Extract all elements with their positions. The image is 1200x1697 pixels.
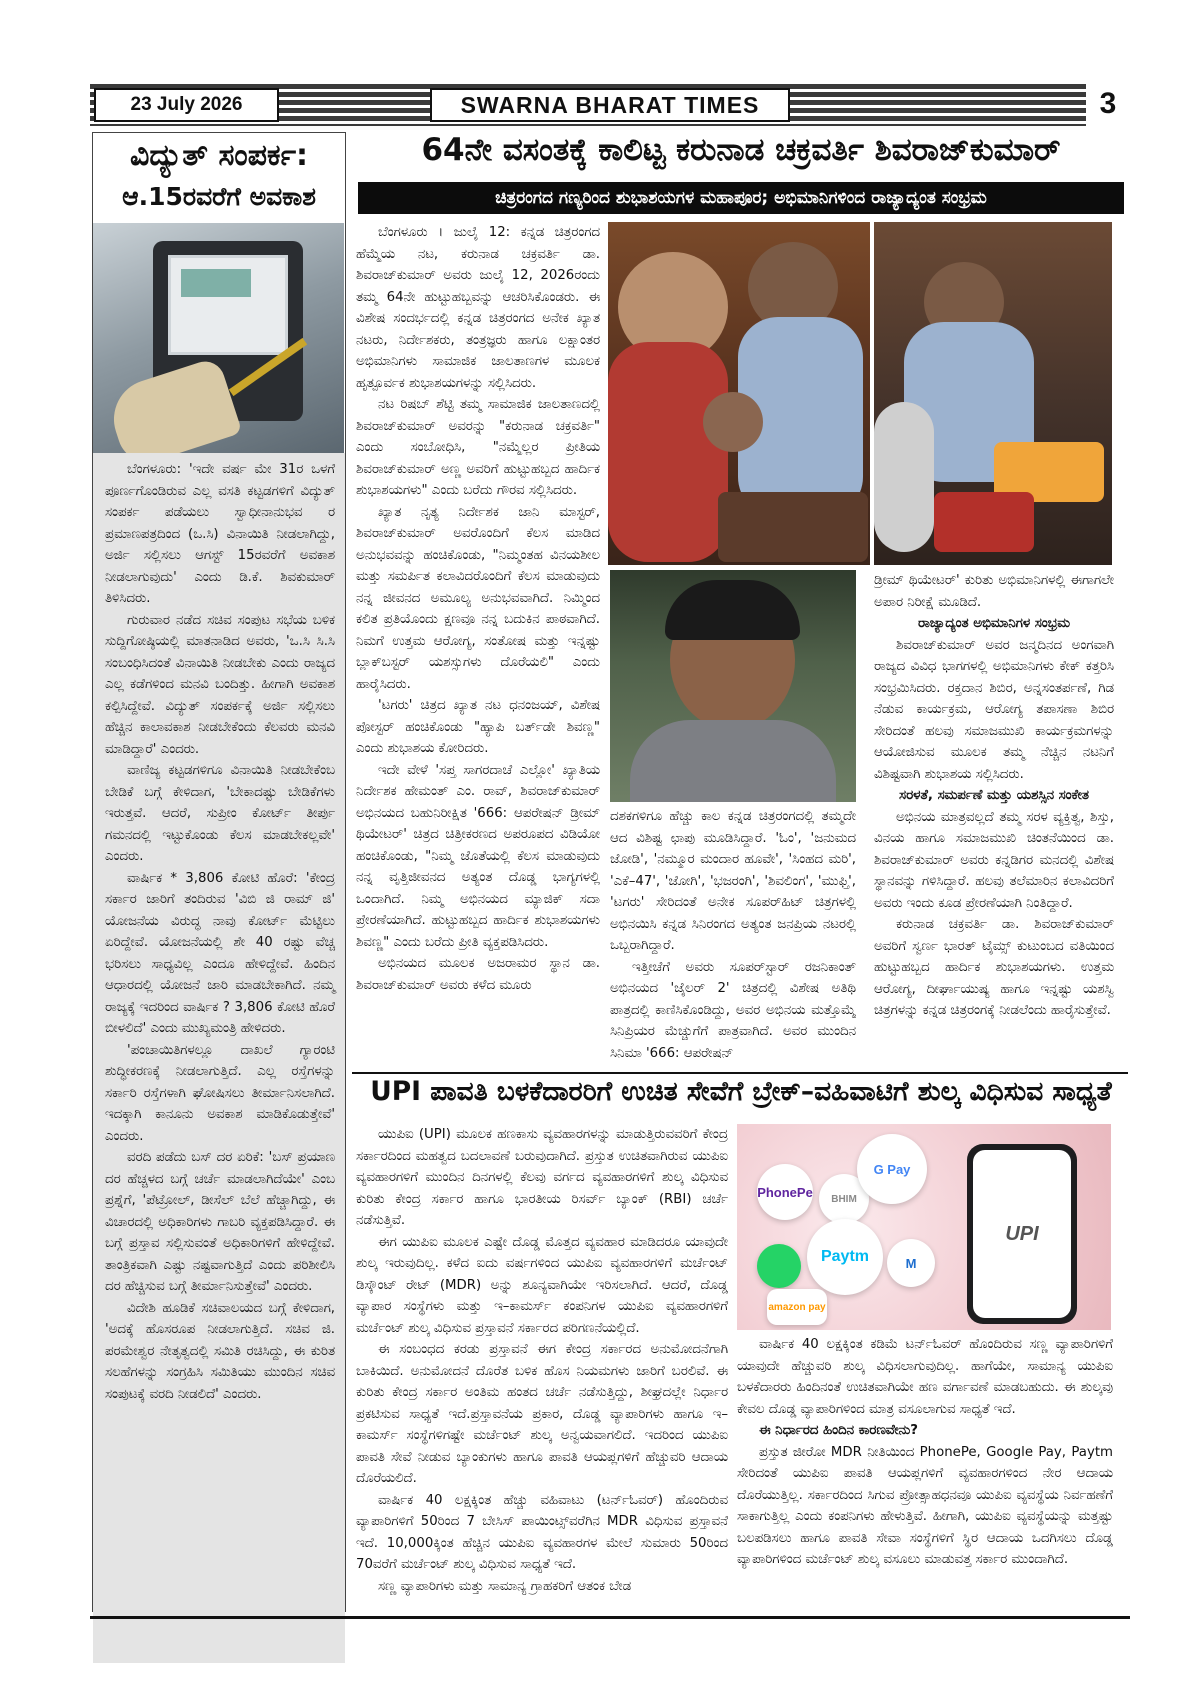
masthead <box>90 84 1130 126</box>
sidebar-paragraph: ವಾರ್ಷಿಕ * 3,806 ಕೋಟಿ ಹೊರೆ: 'ಕೇಂದ್ರ ಸರ್ಕಾರ ಜಾರಿಗೆ ತಂದಿರುವ 'ವಿಬಿ ಜಿ ರಾಮ್ ಜಿ' ಯೋಜನೆಯ ವಿರುದ್ಧ ನಾವು ಕೋರ್ಟ್ ಮೆಟ್ಟಿಲು ಏರಿದ್ದೇವೆ. ಯೋಜನೆಯಲ್ಲಿ ಶೇ 40 ರಷ್ಟು ವೆಚ್ಚ ಭರಿಸಲು ಸಾಧ್ಯವಿಲ್ಲ ಎಂದೂ ಹೇಳಿದ್ದೇವೆ. ಹಿಂದಿನ ಆಧಾರದಲ್ಲಿ ಯೋಜನೆ ಜಾರಿ ಮಾಡಬೇಕಾಗಿದೆ. ನಮ್ಮ ರಾಜ್ಯಕ್ಕೆ ಇದರಿಂದ ವಾರ್ಷಿಕ ? 3,806 ಕೋಟಿ ಹೊರೆ ಬೀಳಲಿದೆ' ಎಂದು ಮುಖ್ಯಮಂತ್ರಿ ಹೇಳಿದರು. <box>105 870 335 1036</box>
main-article-col1 <box>356 222 600 1064</box>
article-paragraph: ಬೆಂಗಳೂರು । ಜುಲೈ 12: ಕನ್ನಡ ಚಿತ್ರರಂಗದ ಹೆಮ್ಮೆಯ ನಟ, ಕರುನಾಡ ಚಕ್ರವರ್ತಿ ಡಾ. ಶಿವರಾಜ್‌ಕುಮಾರ್ ಅವರು ಜುಲೈ 12, 2026ರಂದು ತಮ್ಮ 64ನೇ ಹುಟ್ಟುಹಬ್ಬವನ್ನು ಆಚರಿಸಿಕೊಂಡರು. ಈ ವಿಶೇಷ ಸಂದರ್ಭದಲ್ಲಿ ಕನ್ನಡ ಚಿತ್ರರಂಗದ ಅನೇಕ ಖ್ಯಾತ ನಟರು, ನಿರ್ದೇಶಕರು, ತಂತ್ರಜ್ಞರು ಹಾಗೂ ಲಕ್ಷಾಂತರ ಅಭಿಮಾನಿಗಳು ಸಾಮಾಜಿಕ ಜಾಲತಾಣಗಳ ಮೂಲಕ ಹೃತ್ಪೂರ್ವಕ ಶುಭಾಶಯಗಳನ್ನು ಸಲ್ಲಿಸಿದರು. <box>356 225 600 391</box>
sidebar-paragraph: ವಾಣಿಜ್ಯ ಕಟ್ಟಡಗಳಿಗೂ ವಿನಾಯಿತಿ ನೀಡಬೇಕೆಂಬ ಬೇಡಿಕೆ ಬಗ್ಗೆ ಕೇಳಿದಾಗ, 'ಬೇಕಾದಷ್ಟು ಬೇಡಿಕೆಗಳು ಇರುತ್ತವೆ. ಆದರೆ, ಸುಪ್ರೀಂ ಕೋರ್ಟ್ ತೀರ್ಪು ಗಮನದಲ್ಲಿ ಇಟ್ಟುಕೊಂಡು ಕೆಲಸ ಮಾಡಬೇಕಲ್ಲವೇ' ಎಂದರು. <box>105 763 335 864</box>
page-number: 3 <box>1086 82 1130 126</box>
article-paragraph: ಯುಪಿಐ (UPI) ಮೂಲಕ ಹಣಕಾಸು ವ್ಯವಹಾರಗಳನ್ನು ಮಾಡುತ್ತಿರುವವರಿಗೆ ಕೇಂದ್ರ ಸರ್ಕಾರದಿಂದ ಮಹತ್ವದ ಬದಲಾವಣೆ ಬರುವುದಾಗಿದೆ. ಪ್ರಸ್ತುತ ಉಚಿತವಾಗಿರುವ ಯುಪಿಐ ವ್ಯವಹಾರಗಳಿಗೆ ಮುಂದಿನ ದಿನಗಳಲ್ಲಿ ಕೆಲವು ವರ್ಗದ ವ್ಯವಹಾರಗಳಿಗೆ ಶುಲ್ಕ ವಿಧಿಸುವ ಕುರಿತು ಕೇಂದ್ರ ಸರ್ಕಾರ ಹಾಗೂ ಭಾರತೀಯ ರಿಸರ್ವ್ ಬ್ಯಾಂಕ್ (RBI) ಚರ್ಚೆ ನಡೆಸುತ್ತಿವೆ. <box>356 1127 728 1228</box>
article-subhead: ರಾಜ್ಯಾದ್ಯಂತ ಅಭಿಮಾನಿಗಳ ಸಂಭ್ರಮ <box>918 616 1070 631</box>
sidebar-paragraph: 'ಪಂಚಾಯಿತಿಗಳಲ್ಲೂ ದಾಖಲೆ ಗ್ಯಾರಂಟಿ ಶುದ್ಧೀಕರಣಕ್ಕೆ ನೀಡಲಾಗುತ್ತಿದೆ. ಎಲ್ಲ ರಸ್ತೆಗಳನ್ನು ಸರ್ಕಾರಿ ರಸ್ತೆಗಳಾಗಿ ಘೋಷಿಸಲು ತೀರ್ಮಾನಿಸಲಾಗಿದೆ. ಇದಕ್ಕಾಗಿ ಕಾನೂನು ಅವಕಾಶ ಮಾಡಿಕೊಡುತ್ತೇವೆ' ಎಂದರು. <box>105 1042 335 1144</box>
article-paragraph: ಸಣ್ಣ ವ್ಯಾಪಾರಿಗಳು ಮತ್ತು ಸಾಮಾನ್ಯ ಗ್ರಾಹಕರಿಗೆ ಆತಂಕ ಬೇಡ <box>378 1578 632 1594</box>
article-paragraph: ಡ್ರೀಮ್ ಥಿಯೇಟರ್' ಕುರಿತು ಅಭಿಮಾನಿಗಳಲ್ಲಿ ಈಗಾಗಲೇ ಅಪಾರ ನಿರೀಕ್ಷೆ ಮೂಡಿದೆ. <box>874 573 1114 610</box>
issue-date: 23 July 2026 <box>94 88 279 122</box>
article-paragraph: ಕರುನಾಡ ಚಕ್ರವರ್ತಿ ಡಾ. ಶಿವರಾಜ್‌ಕುಮಾರ್ ಅವರಿಗೆ ಸ್ವರ್ಣ ಭಾರತ್ ಟೈಮ್ಸ್ ಕುಟುಂಬದ ವತಿಯಿಂದ ಹುಟ್ಟುಹಬ್ಬದ ಹಾರ್ದಿಕ ಶುಭಾಶಯಗಳು. ಉತ್ತಮ ಆರೋಗ್ಯ, ದೀರ್ಘಾಯುಷ್ಯ ಹಾಗೂ ಇನ್ನಷ್ಟು ಯಶಸ್ವಿ ಚಿತ್ರಗಳನ್ನು ಕನ್ನಡ ಚಿತ್ರರಂಗಕ್ಕೆ ನೀಡಲೆಂದು ಹಾರೈಸುತ್ತೇವೆ. <box>874 917 1114 1018</box>
upi-article-right-col <box>737 1334 1113 1610</box>
article-paragraph: ಪ್ರಸ್ತುತ ಜೀರೋ MDR ನೀತಿಯಿಂದ PhonePe, Google Pay, Paytm ಸೇರಿದಂತೆ ಯುಪಿಐ ಪಾವತಿ ಆಯಪ್ಲಗಳಿಗೆ ವ್ಯವಹಾರಗಳಿಂದ ನೇರ ಆದಾಯ ದೊರೆಯುತ್ತಿಲ್ಲ. ಸರ್ಕಾರದಿಂದ ಸಿಗುವ ಪ್ರೋತ್ಸಾಹಧನವೂ ಯುಪಿಐ ವ್ಯವಸ್ಥೆಯ ನಿರ್ವಹಣೆಗೆ ಸಾಕಾಗುತ್ತಿಲ್ಲ ಎಂದು ಕಂಪನಿಗಳು ಹೇಳುತ್ತಿವೆ. ಹೀಗಾಗಿ, ಯುಪಿಐ ವ್ಯವಸ್ಥೆಯನ್ನು ಮತ್ತಷ್ಟು ಬಲಪಡಿಸಲು ಹಾಗೂ ಪಾವತಿ ಸೇವಾ ಸಂಸ್ಥೆಗಳಿಗೆ ಸ್ಥಿರ ಆದಾಯ ಒದಗಿಸಲು ದೊಡ್ಡ ವ್ಯಾಪಾರಿಗಳಿಂದ ಮರ್ಚೆಂಟ್ ಶುಲ್ಕ ವಸೂಲು ಮಾಡುವತ್ತ ಸರ್ಕಾರ ಮುಂದಾಗಿದೆ. <box>737 1444 1113 1567</box>
main-article-col2 <box>610 806 856 1064</box>
article-paragraph: ನಟ ರಿಷಬ್ ಶೆಟ್ಟಿ ತಮ್ಮ ಸಾಮಾಜಿಕ ಜಾಲತಾಣದಲ್ಲಿ ಶಿವರಾಜ್‌ಕುಮಾರ್ ಅವರನ್ನು "ಕರುನಾಡ ಚಕ್ರವರ್ತಿ" ಎಂದು ಸಂಬೋಧಿಸಿ, "ನಮ್ಮೆಲ್ಲರ ಪ್ರೀತಿಯ ಶಿವರಾಜ್‌ಕುಮಾರ್ ಅಣ್ಣ ಅವರಿಗೆ ಹುಟ್ಟುಹಬ್ಬದ ಹಾರ್ದಿಕ ಶುಭಾಶಯಗಳು" ಎಂದು ಬರೆದು ಗೌರವ ಸಲ್ಲಿಸಿದರು. <box>356 397 600 498</box>
article-paragraph: ಶಿವರಾಜ್‌ಕುಮಾರ್ ಅವರ ಜನ್ಮದಿನದ ಅಂಗವಾಗಿ ರಾಜ್ಯದ ವಿವಿಧ ಭಾಗಗಳಲ್ಲಿ ಅಭಿಮಾನಿಗಳು ಕೇಕ್ ಕತ್ತರಿಸಿ ಸಂಭ್ರಮಿಸಿದರು. ರಕ್ತದಾನ ಶಿಬಿರ, ಅನ್ನಸಂತರ್ಪಣೆ, ಗಿಡ ನೆಡುವ ಕಾರ್ಯಕ್ರಮ, ಆರೋಗ್ಯ ತಪಾಸಣಾ ಶಿಬಿರ ಸೇರಿದಂತೆ ಹಲವು ಸಮಾಜಮುಖಿ ಕಾರ್ಯಕ್ರಮಗಳನ್ನು ಆಯೋಜಿಸುವ ಮೂಲಕ ತಮ್ಮ ನೆಚ್ಚಿನ ನಟನಿಗೆ ವಿಶಿಷ್ಟವಾಗಿ ಶುಭಾಶಯ ಸಲ್ಲಿಸಿದರು. <box>874 637 1114 782</box>
sidebar-article-electricity <box>92 132 346 1612</box>
sidebar-subheadline: ಆ.15ರವರೆಗೆ ಅವಕಾಶ <box>122 182 316 211</box>
sidebar-headline: ವಿದ್ಯುತ್ ಸಂಪರ್ಕ: <box>130 138 308 173</box>
article-subhead: ಸರಳತೆ, ಸಮರ್ಪಣೆ ಮತ್ತು ಯಶಸ್ಸಿನ ಸಂಕೇತ <box>899 788 1089 803</box>
article-paragraph: ಈ ಸಂಬಂಧದ ಕರಡು ಪ್ರಸ್ತಾವನೆ ಈಗ ಕೇಂದ್ರ ಸರ್ಕಾರದ ಅನುಮೋದನೆಗಾಗಿ ಬಾಕಿಯಿದೆ. ಅನುಮೋದನೆ ದೊರೆತ ಬಳಿಕ ಹೊಸ ನಿಯಮಗಳು ಜಾರಿಗೆ ಬರಲಿವೆ. ಈ ಕುರಿತು ಕೇಂದ್ರ ಸರ್ಕಾರ ಅಂತಿಮ ಹಂತದ ಚರ್ಚೆ ನಡೆಸುತ್ತಿದ್ದು, ಶೀಘ್ರದಲ್ಲೇ ನಿರ್ಧಾರ ಪ್ರಕಟಿಸುವ ಸಾಧ್ಯತೆ ಇದೆ.ಪ್ರಸ್ತಾವನೆಯ ಪ್ರಕಾರ, ದೊಡ್ಡ ವ್ಯಾಪಾರಿಗಳು ಹಾಗೂ ಇ–ಕಾಮರ್ಸ್ ಸಂಸ್ಥೆಗಳಿಗಷ್ಟೇ ಮರ್ಚೆಂಟ್ ಶುಲ್ಕ ಅನ್ವಯವಾಗಲಿದೆ. ಇದರಿಂದ ಯುಪಿಐ ಪಾವತಿ ಸೇವೆ ನೀಡುವ ಬ್ಯಾಂಕುಗಳು ಹಾಗೂ ಪಾವತಿ ಆಯಪ್ಲಗಳಿಗೆ ಹೆಚ್ಚುವರಿ ಆದಾಯ ದೊರೆಯಲಿದೆ. <box>356 1342 728 1486</box>
main-headline: 64ನೇ ವಸಂತಕ್ಕೆ ಕಾಲಿಟ್ಟ ಕರುನಾಡ ಚಕ್ರವರ್ತಿ ಶಿವರಾಜ್‌ಕುಮಾರ್ <box>421 132 1061 168</box>
main-article-col3 <box>874 570 1114 1064</box>
phone-icon <box>967 1144 1077 1324</box>
article-paragraph: ವಾರ್ಷಿಕ 40 ಲಕ್ಷಕ್ಕಿಂತ ಕಡಿಮೆ ಟರ್ನ್‌ಓವರ್ ಹೊಂದಿರುವ ಸಣ್ಣ ವ್ಯಾಪಾರಿಗಳಿಗೆ ಯಾವುದೇ ಹೆಚ್ಚುವರಿ ಶುಲ್ಕ ವಿಧಿಸಲಾಗುವುದಿಲ್ಲ. ಹಾಗೆಯೇ, ಸಾಮಾನ್ಯ ಯುಪಿಐ ಬಳಕೆದಾರರು ಹಿಂದಿನಂತೆ ಉಚಿತವಾಗಿಯೇ ಹಣ ವರ್ಗಾವಣೆ ಮಾಡಬಹುದು. ಈ ಶುಲ್ಕವು ಕೇವಲ ದೊಡ್ಡ ವ್ಯಾಪಾರಿಗಳಿಂದ ಮಾತ್ರ ವಸೂಲಾಗುವ ಸಾಧ್ಯತೆ ಇದೆ. <box>737 1337 1113 1417</box>
article-paragraph: ವಾರ್ಷಿಕ 40 ಲಕ್ಷಕ್ಕಿಂತ ಹೆಚ್ಚು ವಹಿವಾಟು (ಟರ್ನ್‌ಓವರ್) ಹೊಂದಿರುವ ವ್ಯಾಪಾರಿಗಳಿಗೆ 50ರಿಂದ 7 ಬೇಸಿಸ್ ಪಾಯಿಂಟ್ಸ್‌ವರೆಗಿನ MDR ವಿಧಿಸುವ ಪ್ರಸ್ತಾವನೆ ಇದೆ. 10,000ಕ್ಕಿಂತ ಹೆಚ್ಚಿನ ಯುಪಿಐ ವ್ಯವಹಾರಗಳ ಮೇಲೆ ಸುಮಾರು 50ರಿಂದ 70ವರೆಗೆ ಮರ್ಚೆಂಟ್ ಶುಲ್ಕ ವಿಧಿಸುವ ಸಾಧ್ಯತೆ ಇದೆ. <box>356 1492 728 1572</box>
upi-article-left-col <box>356 1124 728 1610</box>
article-paragraph: ಅಭಿನಯದ ಮೂಲಕ ಅಜರಾಮರ ಸ್ಥಾನ ಡಾ. ಶಿವರಾಜ್‌ಕುಮಾರ್ ಅವರು ಕಳೆದ ಮೂರು <box>356 956 600 993</box>
page-bottom-rule <box>90 1616 1130 1619</box>
birthday-cake-cutting-photo <box>874 222 1112 565</box>
bhim-icon: BHIM <box>819 1174 869 1224</box>
article-paragraph: ಅಭಿನಯ ಮಾತ್ರವಲ್ಲದೆ ತಮ್ಮ ಸರಳ ವ್ಯಕ್ತಿತ್ವ, ಶಿಸ್ತು, ವಿನಯ ಹಾಗೂ ಸಮಾಜಮುಖಿ ಚಿಂತನೆಯಿಂದ ಡಾ. ಶಿವರಾಜ್‌ಕುಮಾರ್ ಅವರು ಕನ್ನಡಿಗರ ಮನದಲ್ಲಿ ವಿಶೇಷ ಸ್ಥಾನವನ್ನು ಗಳಿಸಿದ್ದಾರೆ. ಹಲವು ತಲೆಮಾರಿನ ಕಲಾವಿದರಿಗೆ ಅವರು ಇಂದು ಕೂಡ ಪ್ರೇರಣೆಯಾಗಿ ನಿಂತಿದ್ದಾರೆ. <box>874 809 1114 911</box>
sidebar-paragraph: ಬೆಂಗಳೂರು: 'ಇದೇ ವರ್ಷ ಮೇ 31ರ ಒಳಗೆ ಪೂರ್ಣಗೊಂಡಿರುವ ಎಲ್ಲ ವಸತಿ ಕಟ್ಟಡಗಳಿಗೆ ವಿದ್ಯುತ್ ಸಂಪರ್ಕ ಪಡೆಯಲು ಸ್ವಾಧೀನಾನುಭವ ರ ಪ್ರಮಾಣಪತ್ರದಿಂದ (ಒ.ಸಿ) ವಿನಾಯಿತಿ ನೀಡಲಾಗಿದ್ದು, ಅರ್ಜಿ ಸಲ್ಲಿಸಲು ಆಗಸ್ಟ್ 15ರವರೆಗೆ ಅವಕಾಶ ನೀಡಲಾಗುವುದು' ಎಂದು ಡಿ.ಕೆ. ಶಿವಕುಮಾರ್ ತಿಳಿಸಿದರು. <box>105 462 335 606</box>
article-paragraph: ಈಗ ಯುಪಿಐ ಮೂಲಕ ಎಷ್ಟೇ ದೊಡ್ಡ ಮೊತ್ತದ ವ್ಯವಹಾರ ಮಾಡಿದರೂ ಯಾವುದೇ ಶುಲ್ಕ ಇರುವುದಿಲ್ಲ. ಕಳೆದ ಐದು ವರ್ಷಗಳಿಂದ ಯುಪಿಐ ವ್ಯವಹಾರಗಳಿಗೆ ಮರ್ಚೆಂಟ್ ಡಿಸ್ಕೌಂಟ್ ರೇಟ್ (MDR) ಅನ್ನು ಶೂನ್ಯವಾಗಿಯೇ ಇರಿಸಲಾಗಿದೆ. ಆದರೆ, ದೊಡ್ಡ ವ್ಯಾಪಾರ ಸಂಸ್ಥೆಗಳು ಮತ್ತು ಇ–ಕಾಮರ್ಸ್ ಕಂಪನಿಗಳ ಯುಪಿಐ ವ್ಯವಹಾರಗಳಿಗೆ ಮರ್ಚೆಂಟ್ ಶುಲ್ಕ ವಿಧಿಸುವ ಪ್ರಸ್ತಾವನೆ ಸರ್ಕಾರದ ಪರಿಗಣನೆಯಲ್ಲಿದೆ. <box>356 1234 728 1336</box>
gpay-icon: G Pay <box>857 1134 927 1204</box>
amazon-pay-icon: amazon pay <box>767 1289 827 1325</box>
article-paragraph: ಖ್ಯಾತ ನೃತ್ಯ ನಿರ್ದೇಶಕ ಜಾನಿ ಮಾಸ್ಟರ್, ಶಿವರಾಜ್‌ಕುಮಾರ್ ಅವರೊಂದಿಗೆ ಕೆಲಸ ಮಾಡಿದ ಅನುಭವವನ್ನು ಹಂಚಿಕೊಂಡು, "ನಿಮ್ಮಂತಹ ವಿನಯಶೀಲ ಮತ್ತು ಸಮರ್ಪಿತ ಕಲಾವಿದರೊಂದಿಗೆ ಕೆಲಸ ಮಾಡುವುದು ನನ್ನ ಜೀವನದ ಅಮೂಲ್ಯ ಅನುಭವವಾಗಿದೆ. ನಿಮ್ಮಿಂದ ಕಲಿತ ಪ್ರತಿಯೊಂದು ಕ್ಷಣವೂ ನನ್ನ ಬದುಕಿನ ಪಾಠವಾಗಿದೆ. ನಿಮಗೆ ಉತ್ತಮ ಆರೋಗ್ಯ, ಸಂತೋಷ ಮತ್ತು ಇನ್ನಷ್ಟು ಬ್ಲಾಕ್‌ಬಸ್ಟರ್ ಯಶಸ್ಸುಗಳು ದೊರೆಯಲಿ" ಎಂದು ಹಾರೈಸಿದರು. <box>356 504 600 692</box>
article-paragraph: ದಶಕಗಳಿಗೂ ಹೆಚ್ಚು ಕಾಲ ಕನ್ನಡ ಚಿತ್ರರಂಗದಲ್ಲಿ ತಮ್ಮದೇ ಆದ ವಿಶಿಷ್ಟ ಛಾಪು ಮೂಡಿಸಿದ್ದಾರೆ. 'ಓಂ', 'ಜನುಮದ ಜೋಡಿ', 'ನಮ್ಮೂರ ಮಂದಾರ ಹೂವೇ', 'ಸಿಂಹದ ಮರಿ', 'ಎಕೆ–47', 'ಜೋಗಿ', 'ಭಜರಂಗಿ', 'ಶಿವಲಿಂಗ', 'ಮುಫ್ತಿ', 'ಟಗರು' ಸೇರಿದಂತೆ ಅನೇಕ ಸೂಪರ್‌ಹಿಟ್ ಚಿತ್ರಗಳಲ್ಲಿ ಅಭಿನಯಿಸಿ ಕನ್ನಡ ಸಿನಿರಂಗದ ಅತ್ಯಂತ ಜನಪ್ರಿಯ ನಟರಲ್ಲಿ ಒಬ್ಬರಾಗಿದ್ದಾರೆ. <box>610 809 856 953</box>
sidebar-body <box>93 453 345 1663</box>
upi-apps-photo <box>737 1124 1111 1330</box>
article-paragraph: ಇದೇ ವೇಳೆ 'ಸಪ್ತ ಸಾಗರದಾಚೆ ಎಲ್ಲೋ' ಖ್ಯಾತಿಯ ನಿರ್ದೇಶಕ ಹೇಮಂತ್ ಎಂ. ರಾವ್, ಶಿವರಾಜ್‌ಕುಮಾರ್ ಅಭಿನಯದ ಬಹುನಿರೀಕ್ಷಿತ '666: ಆಪರೇಷನ್ ಡ್ರೀಮ್ ಥಿಯೇಟರ್' ಚಿತ್ರದ ಚಿತ್ರೀಕರಣದ ಅಪರೂಪದ ವಿಡಿಯೋ ಹಂಚಿಕೊಂಡು, "ನಿಮ್ಮ ಜೊತೆಯಲ್ಲಿ ಕೆಲಸ ಮಾಡುವುದು ನನ್ನ ವೃತ್ತಿಜೀವನದ ಅತ್ಯಂತ ದೊಡ್ಡ ಭಾಗ್ಯಗಳಲ್ಲಿ ಒಂದಾಗಿದೆ. ನಿಮ್ಮ ಅಭಿನಯದ ಮ್ಯಾಜಿಕ್ ಸದಾ ಪ್ರೇರಣೆಯಾಗಿದೆ. ಹುಟ್ಟುಹಬ್ಬದ ಹಾರ್ದಿಕ ಶುಭಾಶಯಗಳು ಶಿವಣ್ಣ" ಎಂದು ಬರೆದು ಪ್ರೀತಿ ವ್ಯಕ್ತಪಡಿಸಿದರು. <box>356 762 600 950</box>
main-subheadline: ಚಿತ್ರರಂಗದ ಗಣ್ಯರಿಂದ ಶುಭಾಶಯಗಳ ಮಹಾಪೂರ; ಅಭಿಮಾನಿಗಳಿಂದ ರಾಜ್ಯಾದ್ಯಂತ ಸಂಭ್ರಮ <box>358 182 1124 214</box>
article-subhead: ಈ ನಿರ್ಧಾರದ ಹಿಂದಿನ ಕಾರಣವೇನು? <box>759 1423 918 1438</box>
sidebar-paragraph: ಗುರುವಾರ ನಡೆದ ಸಚಿವ ಸಂಪುಟ ಸಭೆಯ ಬಳಿಕ ಸುದ್ದಿಗೋಷ್ಠಿಯಲ್ಲಿ ಮಾತನಾಡಿದ ಅವರು, 'ಒ.ಸಿ ಸಿ.ಸಿ ಸಂಬಂಧಿಸಿದಂತೆ ವಿನಾಯಿತಿ ನೀಡಬೇಕು ಎಂದು ರಾಜ್ಯದ ಎಲ್ಲ ಕಡೆಗಳಿಂದ ಮನವಿ ಬಂದಿತ್ತು. ಹೀಗಾಗಿ ಅವಕಾಶ ಕಲ್ಪಿಸಿದ್ದೇವೆ. ವಿದ್ಯುತ್ ಸಂಪರ್ಕಕ್ಕೆ ಅರ್ಜಿ ಸಲ್ಲಿಸಲು ಹೆಚ್ಚಿನ ಕಾಲಾವಕಾಶ ನೀಡಬೇಕೆಂದು ಕೆಲವರು ಮನವಿ ಮಾಡಿದ್ದಾರೆ' ಎಂದರು. <box>105 612 335 757</box>
paytm-icon: Paytm <box>807 1219 883 1295</box>
phonepe-icon: PhonePe <box>757 1164 813 1220</box>
electric-meter-photo <box>93 223 344 453</box>
birthday-cake-feeding-photo <box>608 222 870 565</box>
whatsapp-icon <box>757 1244 801 1288</box>
mobikwik-icon: M <box>887 1239 935 1287</box>
newspaper-name: SWARNA BHARAT TIMES <box>430 88 790 122</box>
upi-logo: UPI <box>973 1150 1071 1318</box>
sidebar-paragraph: ವಿದೇಶಿ ಹೂಡಿಕೆ ಸಚಿವಾಲಯದ ಬಗ್ಗೆ ಕೇಳಿದಾಗ, 'ಅದಕ್ಕೆ ಹೊಸರೂಪ ನೀಡಲಾಗುತ್ತಿದೆ. ಸಚಿವ ಜಿ. ಪರಮೇಶ್ವರ ನೇತೃತ್ವದಲ್ಲಿ ಸಮಿತಿ ರಚಿಸಿದ್ದು, ಈ ಕುರಿತ ಸಲಹೆಗಳನ್ನು ಸಂಗ್ರಹಿಸಿ ಸಮಿತಿಯು ಮುಂದಿನ ಸಚಿವ ಸಂಪುಟಕ್ಕೆ ವರದಿ ನೀಡಲಿದೆ' ಎಂದರು. <box>105 1300 335 1402</box>
sidebar-paragraph: ವರದಿ ಪಡೆದು ಬಸ್ ದರ ಏರಿಕೆ: 'ಬಸ್ ಪ್ರಯಾಣ ದರ ಹೆಚ್ಚಳದ ಬಗ್ಗೆ ಚರ್ಚೆ ಮಾಡಲಾಗಿದೆಯೇ' ಎಂಬ ಪ್ರಶ್ನೆಗೆ, 'ಪೆಟ್ರೋಲ್, ಡೀಸೆಲ್ ಬೆಲೆ ಹೆಚ್ಚಾಗಿದ್ದು, ಈ ವಿಚಾರದಲ್ಲಿ ಅಧಿಕಾರಿಗಳು ಗಾಬರಿ ವ್ಯಕ್ತಪಡಿಸಿದ್ದಾರೆ. ಈ ಬಗ್ಗೆ ಪ್ರಸ್ತಾವ ಸಲ್ಲಿಸುವಂತೆ ಅಧಿಕಾರಿಗಳಿಗೆ ಹೇಳಿದ್ದೇವೆ. ತಾಂತ್ರಿಕವಾಗಿ ಎಷ್ಟು ನಷ್ಟವಾಗುತ್ತಿದೆ ಎಂದು ಪರಿಶೀಲಿಸಿ ದರ ಹೆಚ್ಚಿಸುವ ಬಗ್ಗೆ ತೀರ್ಮಾನಿಸುತ್ತೇವೆ' ಎಂದರು. <box>105 1150 335 1294</box>
shivarajkumar-portrait-photo <box>610 570 856 802</box>
section-divider <box>352 1072 1128 1074</box>
article-paragraph: 'ಟಗರು' ಚಿತ್ರದ ಖ್ಯಾತ ನಟ ಧನಂಜಯ್, ವಿಶೇಷ ಪೋಸ್ಟರ್ ಹಂಚಿಕೊಂಡು "ಹ್ಯಾಪಿ ಬರ್ತ್‌ಡೇ ಶಿವಣ್ಣ" ಎಂದು ಶುಭಾಶಯ ಕೋರಿದರು. <box>356 698 600 756</box>
upi-headline: UPI ಪಾವತಿ ಬಳಕೆದಾರರಿಗೆ ಉಚಿತ ಸೇವೆಗೆ ಬ್ರೇಕ್–ವಹಿವಾಟಿಗೆ ಶುಲ್ಕ ವಿಧಿಸುವ ಸಾಧ್ಯತೆ <box>370 1076 1112 1107</box>
article-paragraph: ಇತ್ತೀಚೆಗೆ ಅವರು ಸೂಪರ್‌ಸ್ಟಾರ್ ರಜನಿಕಾಂತ್ ಅಭಿನಯದ 'ಜೈಲರ್ 2' ಚಿತ್ರದಲ್ಲಿ ವಿಶೇಷ ಅತಿಥಿ ಪಾತ್ರದಲ್ಲಿ ಕಾಣಿಸಿಕೊಂಡಿದ್ದು, ಅವರ ಅಭಿನಯ ಮತ್ತೊಮ್ಮೆ ಸಿನಿಪ್ರಿಯರ ಮೆಚ್ಚುಗೆಗೆ ಪಾತ್ರವಾಗಿದೆ. ಅವರ ಮುಂದಿನ ಸಿನಿಮಾ '666: ಆಪರೇಷನ್ <box>610 959 856 1061</box>
